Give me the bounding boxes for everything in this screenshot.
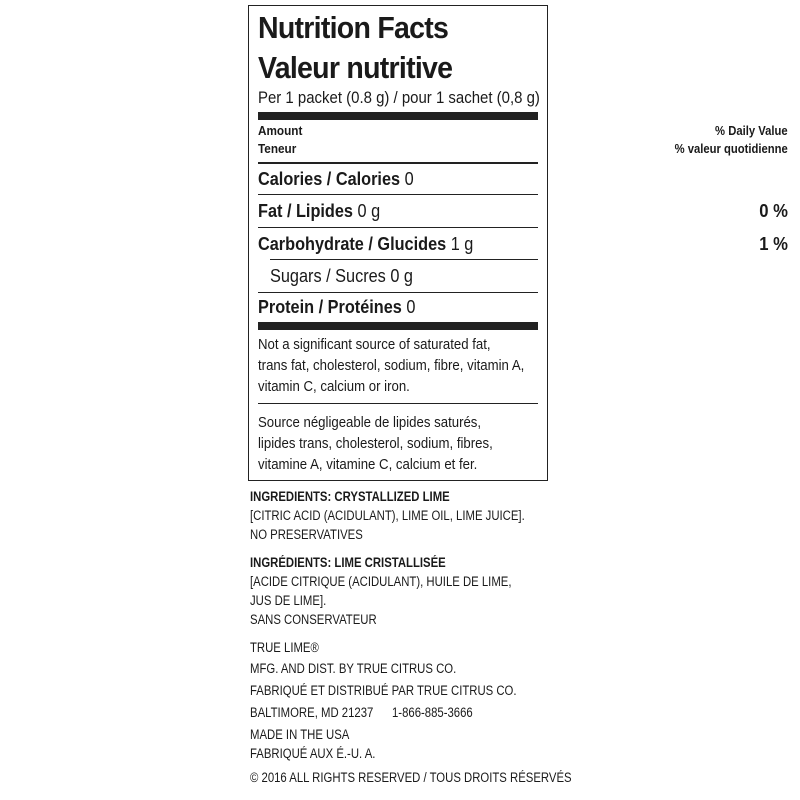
fat-daily-value: [759, 200, 788, 222]
divider: [270, 259, 538, 260]
protein-label: Protein / Protéines: [258, 296, 402, 317]
ingredients-line-fr-2: JUS DE LIME].: [250, 593, 327, 608]
sugars-row: Sugars / Sucres 0 g: [270, 265, 413, 286]
address: BALTIMORE, MD 21237: [250, 705, 374, 720]
carbohydrate-value: 1 g: [450, 233, 474, 254]
ingredients-line-fr: [ACIDE CITRIQUE (ACIDULANT), HUILE DE LIME,: [250, 574, 512, 589]
protein-row: [258, 296, 415, 318]
fat-label: Fat / Lipides: [258, 200, 353, 221]
calories-value: 0: [404, 168, 414, 189]
nutrition-note-fr: [258, 412, 493, 475]
serving-size: Per 1 packet (0.8 g) / pour 1 sachet (0,8 g): [258, 88, 540, 107]
amount-header-fr: Teneur: [258, 142, 297, 156]
fat-dv-text: 0 %: [759, 200, 788, 221]
phone-number: 1-866-885-3666: [392, 705, 473, 720]
ingredients-preservatives-en: NO PRESERVATIVES: [250, 527, 363, 542]
note-line: trans fat, cholesterol, sodium, fibre, vitamin A,: [258, 357, 525, 374]
fat-row: [258, 200, 380, 222]
divider: [258, 403, 538, 404]
fat-value: 0 g: [357, 200, 381, 221]
nutrition-title-fr: Valeur nutritive: [258, 50, 453, 85]
daily-value-header-en: % Daily Value: [715, 124, 788, 138]
note-line: vitamine A, vitamine C, calcium et fer.: [258, 456, 478, 473]
protein-value: 0: [406, 296, 416, 317]
calories-row: [258, 168, 414, 190]
divider: [258, 292, 538, 293]
ingredients-preservatives-fr: SANS CONSERVATEUR: [250, 612, 377, 627]
amount-header-en: Amount: [258, 124, 303, 138]
carbohydrate-daily-value: [759, 233, 788, 255]
carbohydrate-row: [258, 233, 473, 255]
nutrition-title-en: Nutrition Facts: [258, 10, 449, 45]
brand-name: TRUE LIME®: [250, 640, 319, 655]
thick-divider: [258, 112, 538, 120]
manufacturer-fr: FABRIQUÉ ET DISTRIBUÉ PAR TRUE CITRUS CO.: [250, 683, 517, 698]
daily-value-header-fr: % valeur quotidienne: [674, 142, 788, 156]
note-line: Source négligeable de lipides saturés,: [258, 414, 482, 431]
calories-label: Calories / Calories: [258, 168, 401, 189]
manufacturer-en: MFG. AND DIST. BY TRUE CITRUS CO.: [250, 661, 457, 676]
divider: [258, 227, 538, 228]
made-in-fr: FABRIQUÉ AUX É.-U. A.: [250, 746, 376, 761]
carb-dv-text: 1 %: [759, 233, 788, 254]
note-line: lipides trans, cholesterol, sodium, fibres,: [258, 435, 493, 452]
ingredients-heading-en: INGREDIENTS: CRYSTALLIZED LIME: [250, 489, 450, 504]
nutrition-note-en: [258, 334, 524, 397]
note-line: vitamin C, calcium or iron.: [258, 378, 410, 395]
ingredients-heading-fr: INGRÉDIENTS: LIME CRISTALLISÉE: [250, 555, 446, 570]
divider: [258, 162, 538, 164]
ingredients-line-en: [CITRIC ACID (ACIDULANT), LIME OIL, LIME JUICE].: [250, 508, 525, 523]
copyright: © 2016 ALL RIGHTS RESERVED / TOUS DROITS RÉSERVÉS: [250, 770, 572, 785]
made-in-en: MADE IN THE USA: [250, 727, 350, 742]
divider: [258, 194, 538, 195]
thick-divider: [258, 322, 538, 330]
carbohydrate-label: Carbohydrate / Glucides: [258, 233, 447, 254]
note-line: Not a significant source of saturated fat,: [258, 336, 491, 353]
